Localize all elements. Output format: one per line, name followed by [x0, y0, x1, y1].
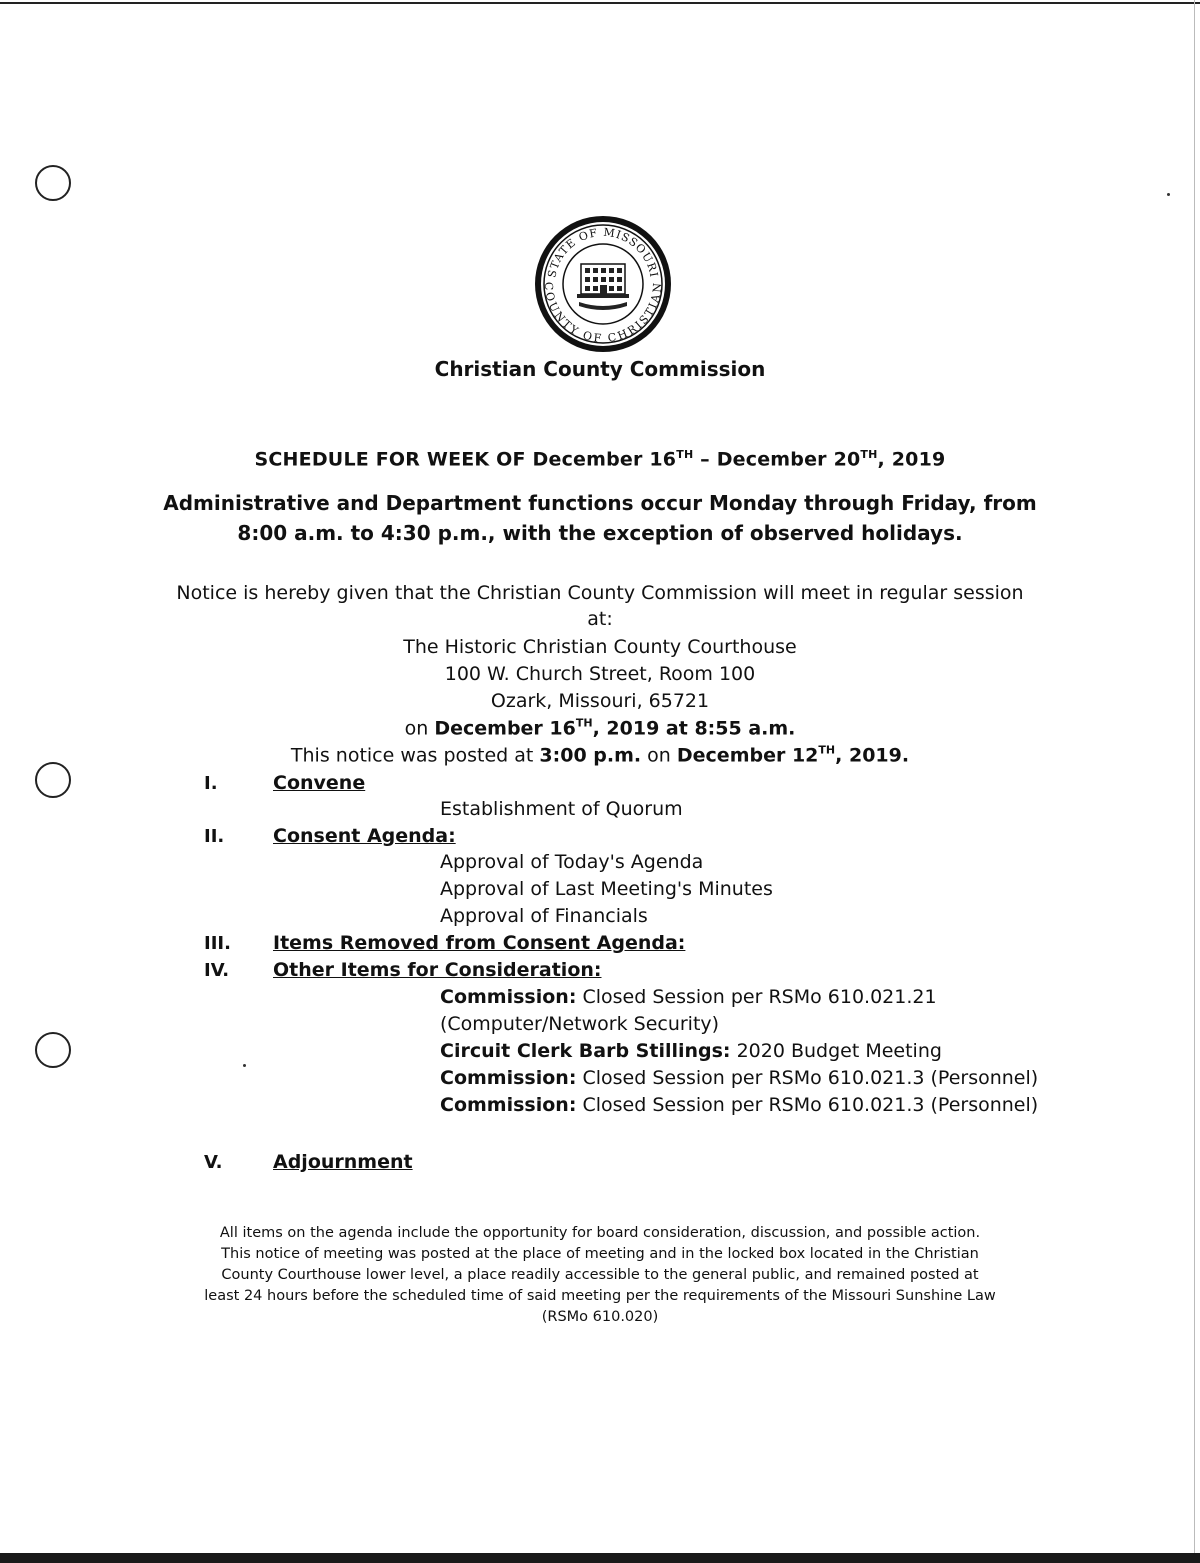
- meeting-datetime: on December 16TH, 2019 at 8:55 a.m.: [404, 717, 796, 740]
- agenda-item: Commission: Closed Session per RSMo 610.021.21: [440, 986, 937, 1008]
- agenda-item: Establishment of Quorum: [440, 798, 683, 820]
- agenda-heading-convene: Convene: [273, 772, 366, 794]
- scan-speck: [1167, 193, 1170, 196]
- punch-hole-bottom: [35, 1032, 71, 1068]
- notice-line: Notice is hereby given that the Christian County Commission will meet in regular session: [176, 582, 1024, 604]
- agenda-heading-other: Other Items for Consideration:: [273, 959, 602, 981]
- agenda-heading-removed: Items Removed from Consent Agenda:: [273, 932, 686, 954]
- schedule-week-heading: SCHEDULE FOR WEEK OF December 16TH – December 20TH, 2019: [254, 448, 946, 471]
- location-street: 100 W. Church Street, Room 100: [444, 663, 756, 685]
- location-name: The Historic Christian County Courthouse: [403, 636, 797, 658]
- sunshine-law-footer: All items on the agenda include the opportunity for board consideration, discussion, and possible action. This notice of meeting was posted at the place of meeting and in the locked box located in the Christian County Courthouse lower level, a place readily accessible to the general public, and remained posted at least 24 hours before the scheduled time of said meeting per the requirements of the Missouri Sunshine Law (RSMo 610.020): [204, 1225, 996, 1325]
- admin-hours-notice: Administrative and Department functions occur Monday through Friday, from 8:00 a.m. to 4:30 p.m., with the exception of observed holidays.: [163, 491, 1037, 545]
- scan-right-edge: [1194, 0, 1195, 1563]
- agenda-numeral: III.: [204, 933, 231, 954]
- agenda-numeral: V.: [204, 1152, 223, 1173]
- posted-notice: This notice was posted at 3:00 p.m. on December 12TH, 2019.: [290, 744, 910, 767]
- agenda-item: Approval of Last Meeting's Minutes: [440, 878, 773, 900]
- agenda-item: Commission: Closed Session per RSMo 610.021.3 (Personnel): [440, 1094, 1039, 1116]
- agenda-heading-adjournment: Adjournment: [273, 1151, 413, 1173]
- agenda-item: (Computer/Network Security): [440, 1013, 720, 1035]
- agenda-numeral: II.: [204, 826, 225, 847]
- scan-bottom-edge: [0, 1553, 1200, 1563]
- seal-top-text: STATE OF MISSOURI: [545, 225, 661, 279]
- scan-top-edge: [0, 2, 1200, 4]
- agenda-numeral: I.: [204, 773, 218, 794]
- agenda-item: Approval of Financials: [440, 905, 648, 927]
- punch-hole-top: [35, 165, 71, 201]
- punch-hole-middle: [35, 762, 71, 798]
- agenda-numeral: IV.: [204, 960, 230, 981]
- agenda-item: Commission: Closed Session per RSMo 610.021.3 (Personnel): [440, 1067, 1039, 1089]
- agenda-item: Circuit Clerk Barb Stillings: 2020 Budget Meeting: [440, 1040, 942, 1062]
- notice-line: at:: [587, 608, 613, 630]
- agenda-item: Approval of Today's Agenda: [440, 851, 704, 873]
- scan-speck: [243, 1064, 246, 1067]
- location-city: Ozark, Missouri, 65721: [490, 690, 710, 712]
- agenda-heading-consent: Consent Agenda:: [273, 825, 456, 847]
- county-seal-icon: [533, 214, 673, 354]
- seal-bottom-text: COUNTY OF CHRISTIAN: [541, 281, 665, 346]
- page-title: Christian County Commission: [434, 357, 766, 381]
